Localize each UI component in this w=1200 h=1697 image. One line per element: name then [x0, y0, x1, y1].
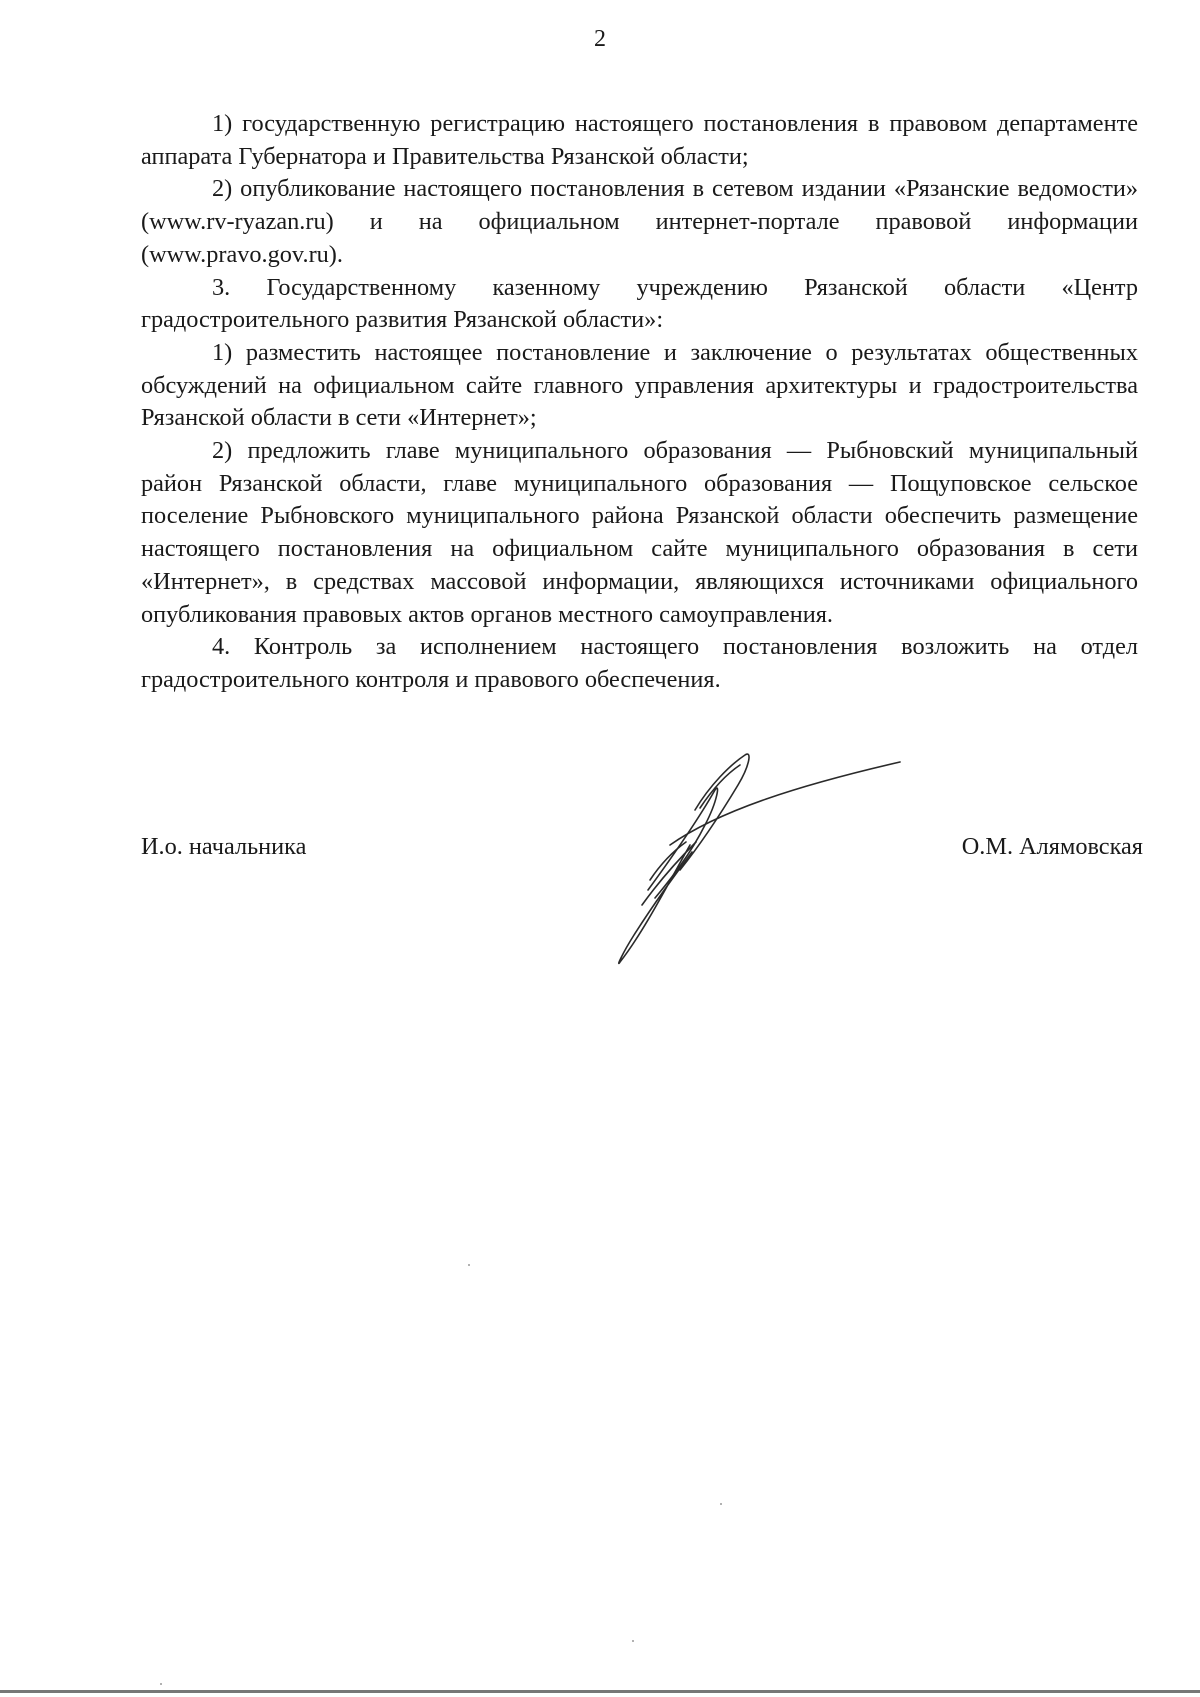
document-body — [141, 108, 1138, 697]
scan-speck — [720, 1503, 722, 1505]
signatory-role: И.о. начальника — [141, 833, 307, 860]
paragraph-1-1: 1) государственную регистрацию настоящего постановления в правовом департаменте аппарата Губернатора и Правительства Рязанской области; — [141, 110, 1138, 170]
signatory-name: О.М. Алямовская — [961, 833, 1143, 860]
page-number: 2 — [594, 26, 606, 52]
scan-speck — [160, 1683, 162, 1685]
handwritten-signature — [600, 730, 910, 970]
paragraph-3-2: 2) предложить главе муниципального образования — Рыбновский муниципальный район Рязанской области, главе муниципального образования — Пощуповское сельское поселение Рыбновского муниципального района Рязанской области обеспечить размещение настоящего постановления на официальном сайте муниципального образования в сети «Интернет», в средствах массовой информации, являющихся источниками официального опубликования правовых актов органов местного самоуправления. — [141, 437, 1138, 628]
paragraph-3: 3. Государственному казенному учреждению Рязанской области «Центр градостроительного развития Рязанской области»: — [141, 273, 1138, 334]
paragraph-3-1: 1) разместить настоящее постановление и заключение о результатах общественных обсуждений на официальном сайте главного управления архитектуры и градостроительства Рязанской области в сети «Интернет»; — [141, 338, 1138, 432]
scan-speck — [632, 1640, 634, 1642]
scan-bottom-edge — [0, 1690, 1200, 1693]
paragraph-4: 4. Контроль за исполнением настоящего постановления возложить на отдел градостроительного контроля и правового обеспечения. — [141, 633, 1138, 693]
paragraph-1-2: 2) опубликование настоящего постановления в сетевом издании «Рязанские ведомости» (www.rv-ryazan.ru) и на официальном интернет-портале правовой информации (www.pravo.gov.ru). — [141, 175, 1138, 268]
scan-speck — [468, 1264, 470, 1266]
